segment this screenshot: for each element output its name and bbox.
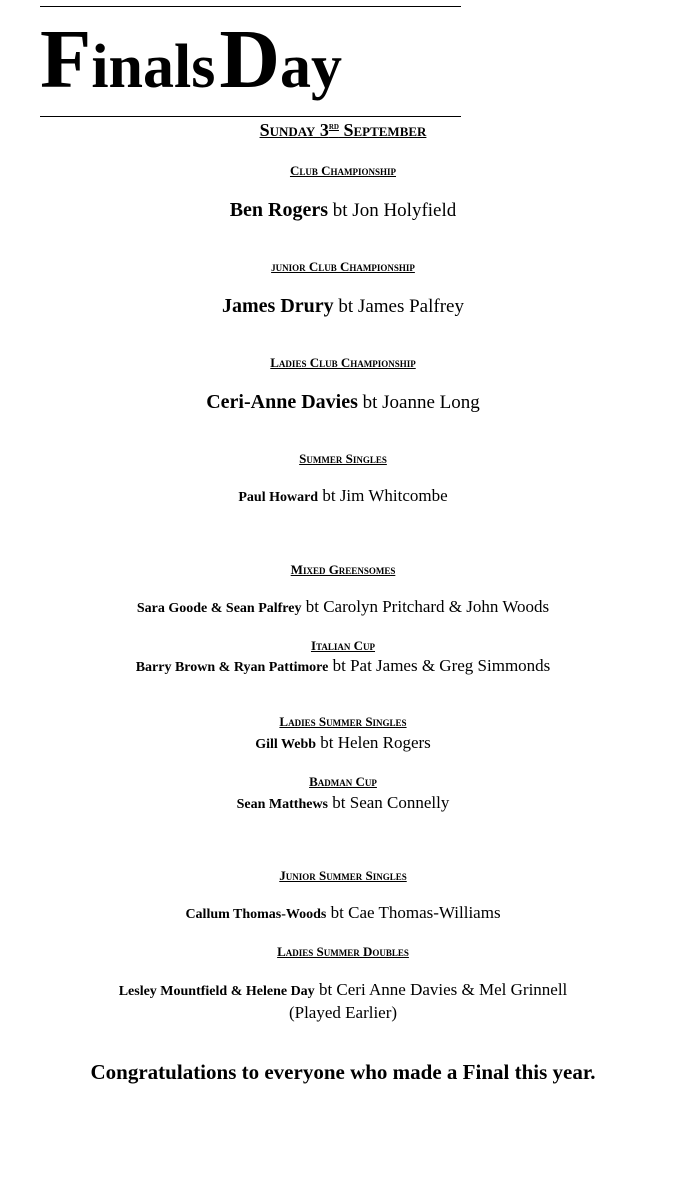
event-heading-ladies-summer-singles: Ladies Summer Singles <box>279 714 407 729</box>
event-heading-ladies-summer-doubles: Ladies Summer Doubles <box>277 944 409 959</box>
winner: James Drury <box>222 295 334 317</box>
event-heading-junior-summer-singles: Junior Summer Singles <box>279 868 407 883</box>
winner: Sara Goode & Sean Palfrey <box>136 601 302 616</box>
result: bt Joanne Long <box>357 392 480 413</box>
result: bt Cae Thomas-Williams <box>326 903 501 922</box>
result: bt Pat James & Greg Simmonds <box>328 656 551 675</box>
title-rest-ay: ay <box>280 33 343 101</box>
winner: Gill Webb <box>255 737 317 752</box>
event-result-ladies-club-championship <box>0 391 686 414</box>
page-title <box>40 13 470 106</box>
event-heading-club-championship: Club Championship <box>289 163 397 178</box>
title-bottom-rule <box>40 116 461 117</box>
result: bt Jim Whitcombe <box>318 486 448 505</box>
event-heading-badman-cup: Badman Cup <box>309 774 377 789</box>
top-rule <box>40 6 461 7</box>
winner: Lesley Mountfield & Helene Day <box>118 984 315 999</box>
event-note-played-earlier: (Played Earlier) <box>288 1003 398 1022</box>
winner: Ben Rogers <box>229 199 329 221</box>
winner: Paul Howard <box>238 490 319 505</box>
result: bt Jon Holyfield <box>328 200 457 221</box>
winner: Sean Matthews <box>236 797 329 812</box>
event-result-italian-cup <box>0 656 686 676</box>
result: bt Carolyn Pritchard & John Woods <box>301 597 550 616</box>
result: bt Helen Rogers <box>316 733 431 752</box>
event-result-junior-club-championship <box>0 295 686 318</box>
title-initial-d: D <box>219 13 281 106</box>
event-result-mixed-greensomes <box>0 597 686 617</box>
result: bt James Palfrey <box>333 296 464 317</box>
event-result-summer-singles <box>0 486 686 506</box>
event-result-ladies-summer-singles <box>0 733 686 753</box>
event-heading-mixed-greensomes: Mixed Greensomes <box>290 562 396 577</box>
winner: Ceri-Anne Davies <box>206 391 358 413</box>
congratulations-message: Congratulations to everyone who made a Final this year. <box>90 1060 596 1084</box>
event-date: Sunday 3rd September <box>259 120 427 140</box>
winner: Barry Brown & Ryan Pattimore <box>135 660 329 675</box>
title-initial-f: F <box>40 13 92 106</box>
title-rest-inals: inals <box>91 33 216 101</box>
event-result-junior-summer-singles <box>0 903 686 923</box>
event-heading-junior-club-championship: junior Club Championship <box>271 259 415 274</box>
event-result-club-championship <box>0 199 686 222</box>
event-heading-summer-singles: Summer Singles <box>299 451 387 466</box>
result: bt Ceri Anne Davies & Mel Grinnell <box>314 980 568 999</box>
event-heading-italian-cup: Italian Cup <box>310 638 376 653</box>
winner: Callum Thomas-Woods <box>185 907 327 922</box>
result: bt Sean Connelly <box>328 793 450 812</box>
event-heading-ladies-club-championship: Ladies Club Championship <box>270 355 416 370</box>
event-result-badman-cup <box>0 793 686 813</box>
event-result-ladies-summer-doubles <box>0 980 686 1000</box>
